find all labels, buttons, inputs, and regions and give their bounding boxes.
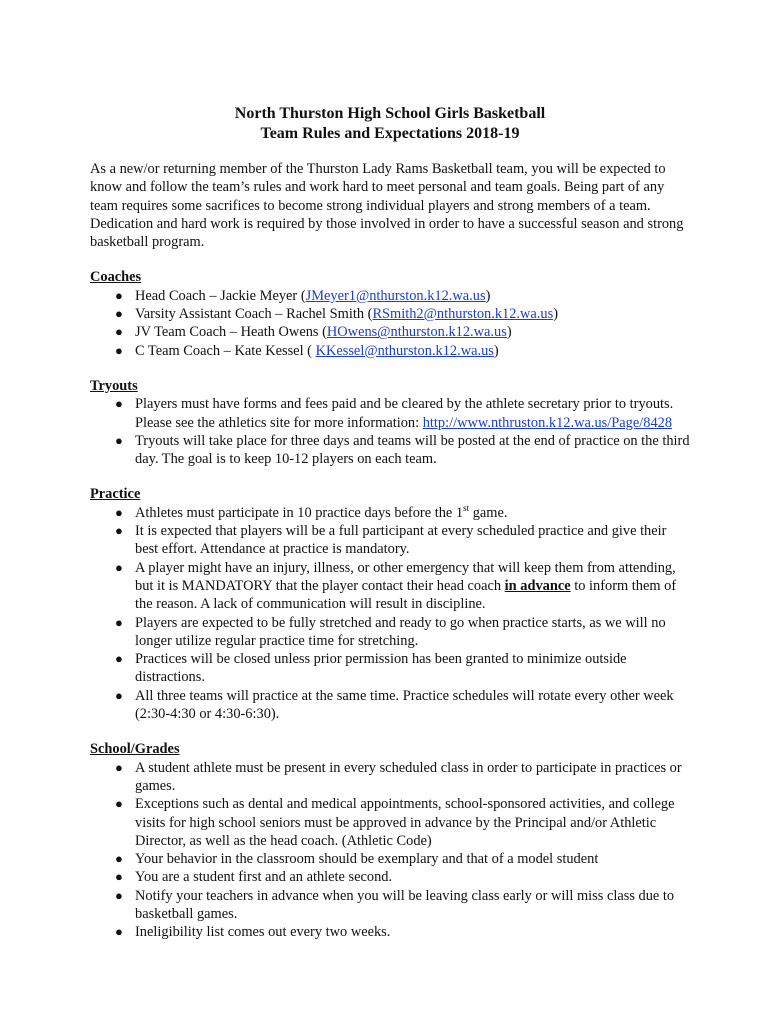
list-item: ● Tryouts will take place for three days and teams will be posted at the end of practice on the third day. The goal is to keep 10-12 players on each team. xyxy=(115,432,690,468)
intro-paragraph: As a new/or returning member of the Thurston Lady Rams Basketball team, you will be expected to know and follow the team’s rules and work hard to meet personal and team goals. Being part of any team requires some sacrifices to become strong individual players and strong members of a team. Dedication and hard work is required by those involved in order to have a successful season and strong basketball program. xyxy=(90,161,684,251)
list-item: ● Players must have forms and fees paid and be cleared by the athlete secretary prior to tryouts. Please see the athletics site for more information: http://www.nthruston.k12.wa.us/Page/8428 xyxy=(115,396,674,431)
bullet-icon: ● xyxy=(115,924,123,940)
list-item: ● Players are expected to be fully stretched and ready to go when practice starts, as we will no longer utilize regular practice time for stretching. xyxy=(115,614,666,649)
list-item: ● Notify your teachers in advance when you will be leaving class early or will miss class due to basketball games. xyxy=(115,887,675,922)
list-item: ● Ineligibility list comes out every two weeks. xyxy=(115,924,391,941)
bullet-icon: ● xyxy=(115,687,123,703)
bullet-icon: ● xyxy=(115,306,123,322)
tryouts-heading: Tryouts xyxy=(90,377,138,394)
list-item: ● C Team Coach – Kate Kessel ( KKessel@nthurston.k12.wa.us) xyxy=(115,342,499,359)
email-link[interactable]: HOwens@nthurston.k12.wa.us xyxy=(326,324,507,341)
practice-heading: Practice xyxy=(90,486,141,503)
list-item: ● Varsity Assistant Coach – Rachel Smith (RSmith2@nthurston.k12.wa.us) xyxy=(115,306,558,323)
bullet-icon: ● xyxy=(115,432,123,448)
list-item: ● Practices will be closed unless prior permission has been granted to minimize outside distractions. xyxy=(115,651,627,686)
list-item: ● Exceptions such as dental and medical appointments, school-sponsored activities, and college visits for high school seniors must be approved in advance by the Principal and/or Athletic Director, as well as the head coach. (Athletic Code) xyxy=(115,796,675,849)
bullet-icon: ● xyxy=(115,614,123,630)
bullet-icon: ● xyxy=(115,287,123,303)
document-title xyxy=(90,104,690,144)
email-link[interactable]: RSmith2@nthurston.k12.wa.us xyxy=(372,306,554,323)
list-item: ● You are a student first and an athlete second. xyxy=(115,869,393,886)
bullet-icon: ● xyxy=(115,851,123,867)
coaches-list xyxy=(90,287,690,360)
in-advance-emphasis: in advance xyxy=(504,577,571,594)
bullet-icon: ● xyxy=(115,887,123,903)
bullet-icon: ● xyxy=(115,396,123,412)
tryouts-list xyxy=(90,395,690,468)
bullet-icon: ● xyxy=(115,759,123,775)
practice-list xyxy=(90,504,690,724)
bullet-icon: ● xyxy=(115,523,123,539)
list-item: ● A student athlete must be present in every scheduled class in order to participate in practices or games. xyxy=(115,759,682,794)
list-item: ● All three teams will practice at the same time. Practice schedules will rotate every other week (2:30-4:30 or 4:30-6:30). xyxy=(115,687,674,723)
coaches-heading: Coaches xyxy=(90,269,142,286)
bullet-icon: ● xyxy=(115,651,123,667)
list-item: ● Athletes must participate in 10 practice days before the 1st game. xyxy=(115,502,508,521)
bullet-icon: ● xyxy=(115,342,123,358)
list-item: ● Head Coach – Jackie Meyer (JMeyer1@nthurston.k12.wa.us) xyxy=(115,287,491,304)
list-item: ● A player might have an injury, illness, or other emergency that will keep them from attending, but it is MANDATORY that the player contact their head coach in advance to inform them of the reason. A lack of communication will result in discipline. xyxy=(115,559,677,613)
list-item: ● Your behavior in the classroom should be exemplary and that of a model student xyxy=(115,851,599,868)
bullet-icon: ● xyxy=(115,324,123,340)
athletics-site-link[interactable]: http://www.nthruston.k12.wa.us/Page/8428 xyxy=(422,414,673,431)
list-item: ● It is expected that players will be a full participant at every scheduled practice and give their best effort. Attendance at practice is mandatory. xyxy=(115,523,667,558)
school-grades-list xyxy=(90,759,690,942)
email-link[interactable]: JMeyer1@nthurston.k12.wa.us xyxy=(305,287,486,304)
bullet-icon: ● xyxy=(115,559,123,575)
bullet-icon: ● xyxy=(115,504,123,520)
title-line-1: North Thurston High School Girls Basketball xyxy=(234,105,546,122)
bullet-icon: ● xyxy=(115,869,123,885)
list-item: ● JV Team Coach – Heath Owens (HOwens@nthurston.k12.wa.us) xyxy=(115,324,512,341)
bullet-icon: ● xyxy=(115,796,123,812)
email-link[interactable]: KKessel@nthurston.k12.wa.us xyxy=(315,342,494,359)
school-grades-heading: School/Grades xyxy=(90,741,180,758)
title-line-2: Team Rules and Expectations 2018-19 xyxy=(260,125,520,142)
